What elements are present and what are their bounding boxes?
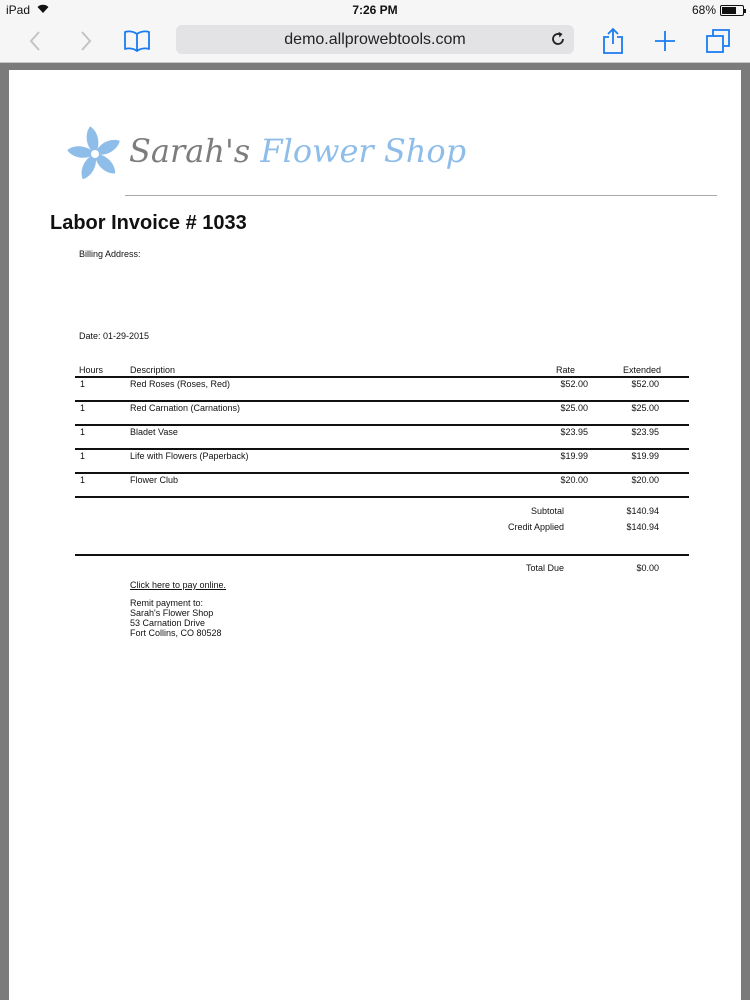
item-description: Flower Club xyxy=(130,475,179,485)
item-extended: $19.99 xyxy=(631,451,659,461)
invoice-date: Date: 01-29-2015 xyxy=(79,331,150,341)
credit-applied-label: Credit Applied xyxy=(507,522,564,532)
totals-divider xyxy=(75,554,689,556)
remit-city: Fort Collins, CO 80528 xyxy=(130,628,222,638)
carrier-label: iPad xyxy=(6,3,31,17)
table-row xyxy=(9,475,741,489)
battery-percent: 68% xyxy=(691,3,716,17)
total-due-label: Total Due xyxy=(525,563,564,573)
remit-company: Sarah's Flower Shop xyxy=(130,608,214,618)
credit-applied-value: $140.94 xyxy=(626,522,659,532)
table-divider xyxy=(75,496,689,498)
subtotal-label: Subtotal xyxy=(530,506,564,516)
battery-fill xyxy=(722,7,736,14)
book-icon xyxy=(123,30,151,52)
logo-word-sarahs: Sarah's xyxy=(129,132,251,170)
browser-toolbar xyxy=(0,20,750,63)
address-bar[interactable] xyxy=(176,25,574,54)
remit-address xyxy=(130,598,222,638)
column-header-extended: Extended xyxy=(623,365,662,375)
invoice-title: Labor Invoice # 1033 xyxy=(50,212,247,234)
item-rate: $19.99 xyxy=(560,451,588,461)
item-rate: $23.95 xyxy=(560,427,588,437)
logo-wordmark xyxy=(129,132,466,170)
item-rate: $25.00 xyxy=(560,403,588,413)
tabs-icon xyxy=(705,28,731,54)
billing-address-label: Billing Address: xyxy=(79,249,141,259)
bookmarks-button[interactable] xyxy=(122,26,152,56)
chevron-left-icon xyxy=(28,30,42,52)
item-description: Bladet Vase xyxy=(130,427,178,437)
pay-online-link[interactable]: Click here to pay online. xyxy=(130,580,227,590)
table-row xyxy=(9,427,741,441)
item-description: Life with Flowers (Paperback) xyxy=(130,451,249,461)
column-header-rate: Rate xyxy=(556,365,576,375)
item-extended: $25.00 xyxy=(631,403,659,413)
table-divider xyxy=(75,424,689,426)
table-row xyxy=(9,403,741,417)
item-extended: $23.95 xyxy=(631,427,659,437)
item-extended: $52.00 xyxy=(631,379,659,389)
forward-button[interactable] xyxy=(71,26,101,56)
item-hours: 1 xyxy=(80,379,86,389)
table-row xyxy=(9,379,741,393)
item-extended: $20.00 xyxy=(631,475,659,485)
shop-logo xyxy=(67,126,467,196)
chevron-right-icon xyxy=(79,30,93,52)
subtotal-value: $140.94 xyxy=(626,506,659,516)
item-rate: $52.00 xyxy=(560,379,588,389)
item-description: Red Carnation (Carnations) xyxy=(130,403,241,413)
column-header-hours: Hours xyxy=(79,365,104,375)
item-description: Red Roses (Roses, Red) xyxy=(130,379,231,389)
reload-button[interactable] xyxy=(548,29,568,49)
table-row xyxy=(9,451,741,465)
battery-icon xyxy=(720,5,744,16)
back-button[interactable] xyxy=(20,26,50,56)
item-rate: $20.00 xyxy=(560,475,588,485)
share-button[interactable] xyxy=(598,26,628,56)
status-bar xyxy=(0,0,750,20)
tabs-button[interactable] xyxy=(703,26,733,56)
table-divider xyxy=(75,472,689,474)
table-divider xyxy=(75,448,689,450)
table-divider xyxy=(75,376,689,378)
flower-icon xyxy=(63,122,127,186)
invoice-page xyxy=(9,70,741,1000)
total-due-value: $0.00 xyxy=(636,563,659,573)
header-divider xyxy=(125,195,717,196)
reload-icon xyxy=(548,29,568,49)
remit-heading: Remit payment to: xyxy=(130,598,204,608)
table-divider xyxy=(75,400,689,402)
share-icon xyxy=(601,27,625,55)
item-hours: 1 xyxy=(80,427,86,437)
item-hours: 1 xyxy=(80,403,86,413)
logo-word-flower-shop: Flower Shop xyxy=(260,132,467,170)
clock: 7:26 PM xyxy=(352,3,398,17)
url-text: demo.allprowebtools.com xyxy=(284,31,466,48)
new-tab-button[interactable] xyxy=(650,26,680,56)
remit-street: 53 Carnation Drive xyxy=(130,618,206,628)
item-hours: 1 xyxy=(80,451,86,461)
item-hours: 1 xyxy=(80,475,86,485)
plus-icon xyxy=(653,29,677,53)
column-header-description: Description xyxy=(130,365,176,375)
